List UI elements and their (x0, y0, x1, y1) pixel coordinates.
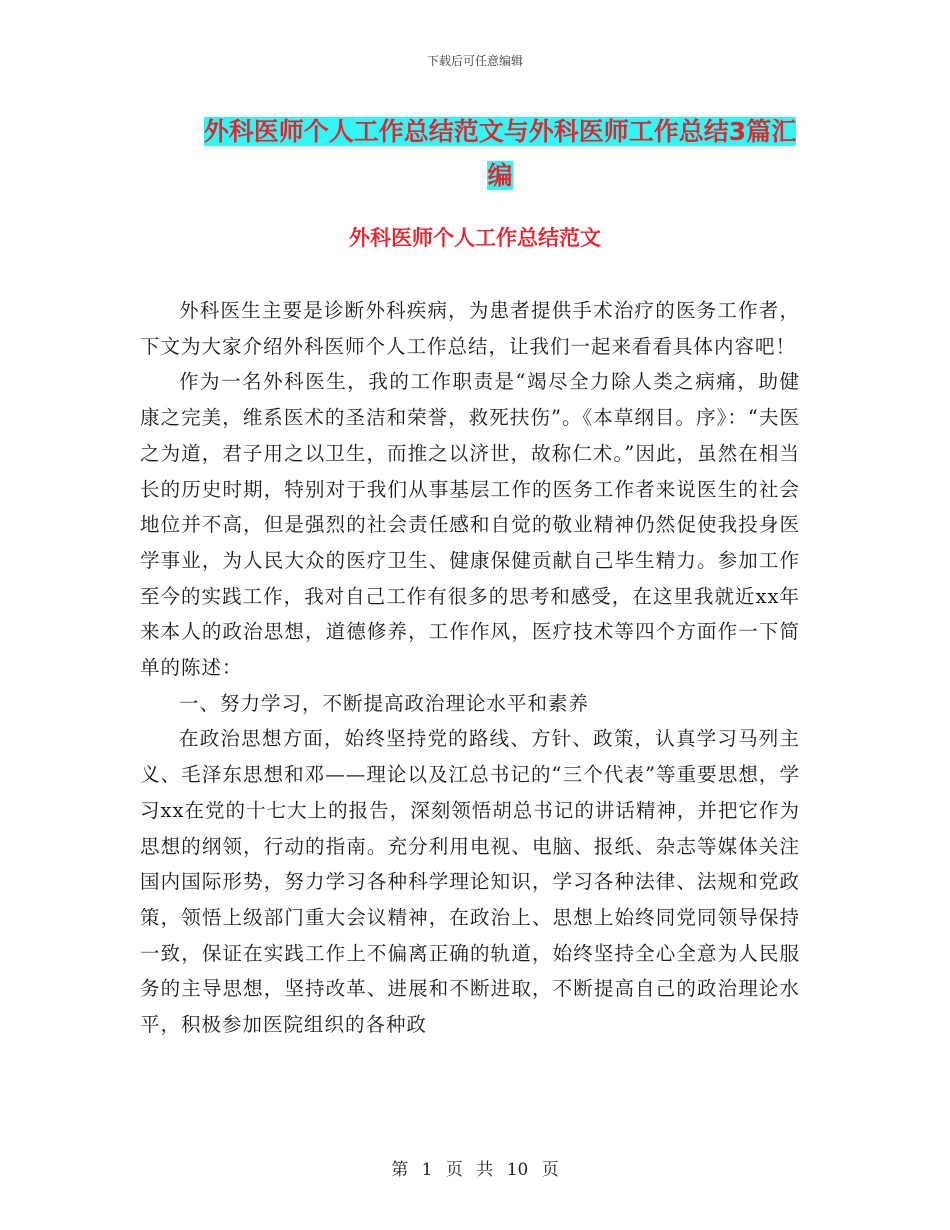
paragraph-duties: 作为一名外科医生，我的工作职责是“竭尽全力除人类之病痛，助健康之完美，维系医术的圣洁和荣誉，救死扶伤”。《本草纲目。序》：“夫医之为道，君子用之以卫生，而推之以济世，故称仁术。”因此，虽然在相当长的历史时期，特别对于我们从事基层工作的医务工作者来说医生的社会地位并不高，但是强烈的社会责任感和自觉的敬业精神仍然促使我投身医学事业，为人民大众的医疗卫生、健康保健贡献自己毕生精力。参加工作至今的实践工作，我对自己工作有很多的思考和感受，在这里我就近xx年来本人的政治思想，道德修养，工作作风，医疗技术等四个方面作一下简单的陈述： (140, 370, 800, 680)
header-note: 下载后可任意编辑 (426, 54, 523, 68)
section-title: 外科医师个人工作总结范文 (349, 226, 601, 250)
paragraph-heading-one: 一、努力学习，不断提高政治理论水平和素养 (179, 691, 590, 715)
paragraph-intro: 外科医生主要是诊断外科疾病，为患者提供手术治疗的医务工作者，下文为大家介绍外科医师个人工作总结，让我们一起来看看具体内容吧！ (140, 299, 800, 358)
document-title-text: 外科医师个人工作总结范文与外科医师工作总结3篇汇编 (203, 117, 797, 190)
page-footer: 第 1 页 共 10 页 (391, 1160, 559, 1180)
document-title (195, 110, 805, 198)
body-text (140, 293, 800, 1043)
paragraph-politics: 在政治思想方面，始终坚持党的路线、方针、政策，认真学习马列主义、毛泽东思想和邓——理论以及江总书记的“三个代表”等重要思想，学习xx在党的十七大上的报告，深刻领悟胡总书记的讲话精神，并把它作为思想的纲领，行动的指南。充分利用电视、电脑、报纸、杂志等媒体关注国内国际形势，努力学习各种科学理论知识，学习各种法律、法规和党政策，领悟上级部门重大会议精神，在政治上、思想上始终同党同领导保持一致，保证在实践工作上不偏离正确的轨道，始终坚持全心全意为人民服务的主导思想，坚持改革、进展和不断进取，不断提高自己的政治理论水平，积极参加医院组织的各种政 (140, 727, 800, 1037)
